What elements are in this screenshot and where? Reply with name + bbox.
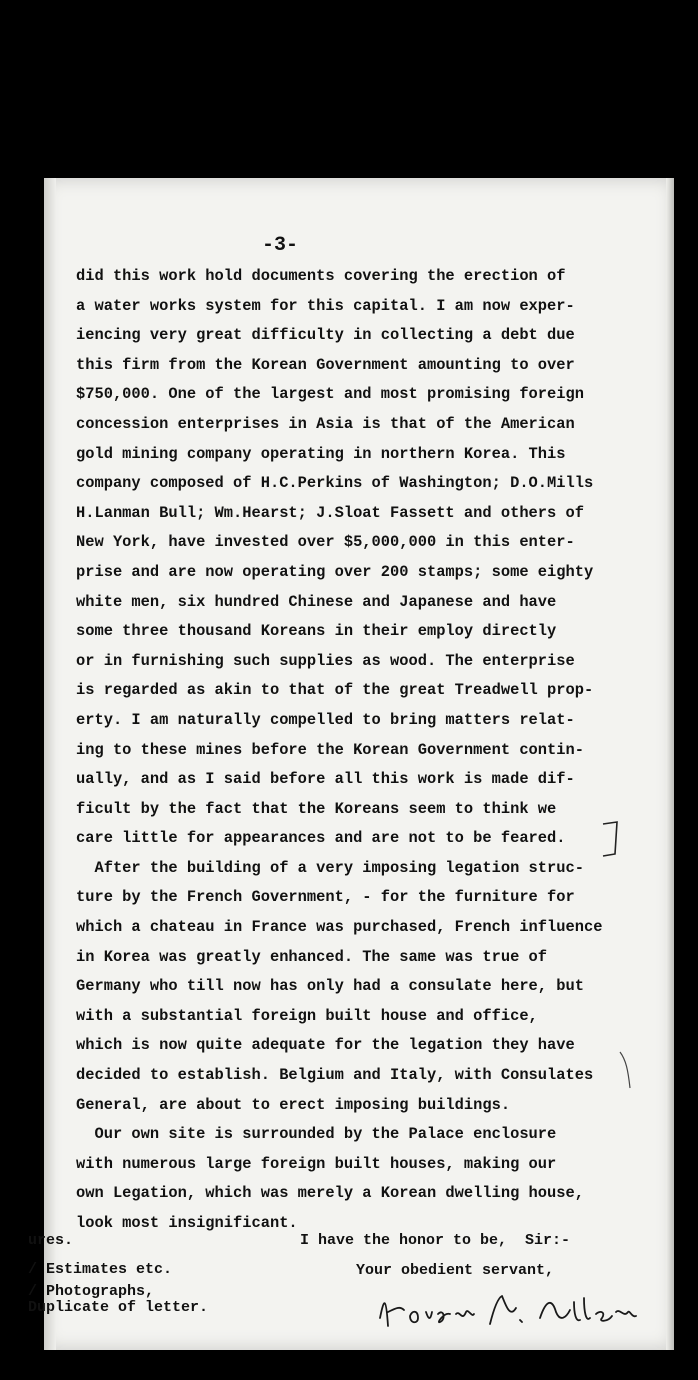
letter-body: [76, 262, 668, 1239]
letter-footer: [28, 1226, 674, 1350]
document-page: [28, 178, 674, 1350]
handwritten-signature: [370, 1288, 640, 1336]
text-line: company composed of H.C.Perkins of Washington; D.O.Mills: [76, 474, 594, 493]
text-line: gold mining company operating in northern Korea. This: [76, 444, 566, 463]
enclosure-item: / Photographs,: [28, 1283, 155, 1300]
text-line: or in furnishing such supplies as wood. The enterprise: [76, 651, 575, 670]
enclosure-item: Duplicate of letter.: [28, 1299, 209, 1316]
text-line: ually, and as I said before all this work is made dif-: [76, 770, 575, 789]
text-line: iencing very great difficulty in collecting a debt due: [76, 326, 575, 345]
text-line: prise and are now operating over 200 stamps; some eighty: [76, 562, 594, 581]
text-line: in Korea was greatly enhanced. The same was true of: [76, 947, 548, 966]
text-line: concession enterprises in Asia is that of the American: [76, 414, 575, 433]
text-line: white men, six hundred Chinese and Japanese and have: [76, 592, 557, 611]
text-line: erty. I am naturally compelled to bring matters relat-: [76, 710, 575, 729]
text-line: look most insignificant.: [76, 1214, 298, 1232]
text-line: New York, have invested over $5,000,000 in this enter-: [76, 533, 575, 552]
text-line: Our own site is surrounded by the Palace enclosure: [76, 1125, 557, 1144]
text-line: is regarded as akin to that of the great Treadwell prop-: [76, 681, 594, 700]
closing-servant: Your obedient servant,: [356, 1262, 555, 1279]
text-line: General, are about to erect imposing buildings.: [76, 1095, 511, 1114]
text-line: ture by the French Government, - for the furniture for: [76, 888, 575, 907]
text-line: $750,000. One of the largest and most promising foreign: [76, 385, 584, 404]
enclosure-item: / Estimates etc.: [28, 1261, 173, 1278]
pencil-mark: [618, 1050, 634, 1090]
enclosure-item: ures.: [28, 1232, 74, 1249]
page-left-edge: [44, 178, 56, 1350]
bracket-mark: [599, 818, 621, 858]
text-line: ing to these mines before the Korean Government contin-: [76, 740, 584, 759]
text-line: with a substantial foreign built house and office,: [76, 1006, 538, 1025]
text-line: this firm from the Korean Government amounting to over: [76, 355, 575, 374]
text-line: H.Lanman Bull; Wm.Hearst; J.Sloat Fassett and others of: [76, 503, 584, 522]
text-line: which is now quite adequate for the legation they have: [76, 1036, 575, 1055]
page-number: -3-: [262, 234, 299, 257]
text-line: with numerous large foreign built houses, making our: [76, 1154, 557, 1173]
text-line: After the building of a very imposing legation struc-: [76, 858, 584, 877]
closing-salutation: I have the honor to be, Sir:-: [300, 1232, 571, 1249]
text-line: a water works system for this capital. I am now exper-: [76, 296, 575, 315]
enclosures-list: [28, 1226, 208, 1316]
closing-block: [300, 1226, 570, 1286]
text-line: did this work hold documents covering the erection of: [76, 267, 566, 285]
text-line: some three thousand Koreans in their employ directly: [76, 622, 557, 641]
text-line: own Legation, which was merely a Korean dwelling house,: [76, 1184, 584, 1203]
text-line: decided to establish. Belgium and Italy, with Consulates: [76, 1066, 594, 1085]
text-line: which a chateau in France was purchased, French influence: [76, 918, 603, 937]
text-line: care little for appearances and are not to be feared.: [76, 829, 566, 848]
text-line: Germany who till now has only had a consulate here, but: [76, 977, 584, 996]
text-line: ficult by the fact that the Koreans seem to think we: [76, 799, 557, 818]
